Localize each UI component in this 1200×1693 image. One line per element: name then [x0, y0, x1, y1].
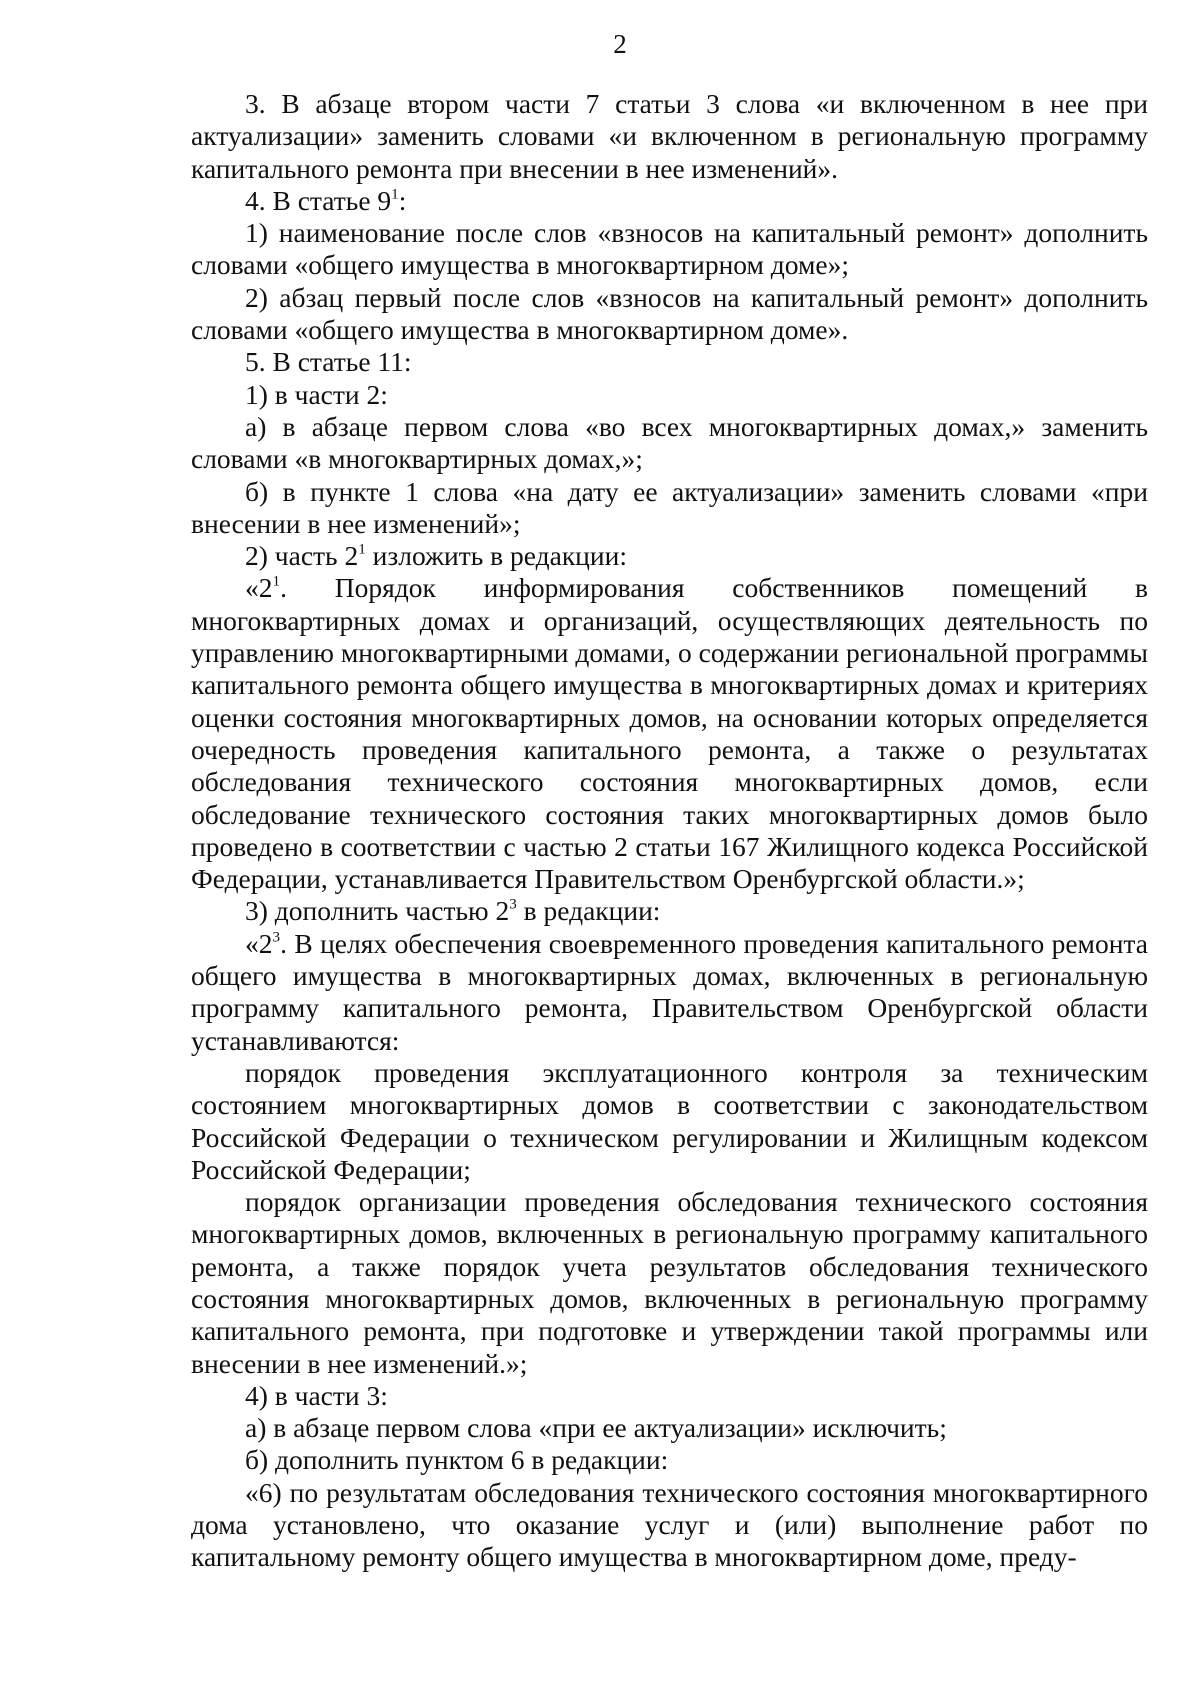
paragraph	[191, 1444, 1148, 1476]
paragraph-text-continuation: :	[398, 184, 407, 216]
paragraph-text: 4) в части 3:	[245, 1379, 388, 1411]
paragraph-text: 5. В статье 11:	[245, 346, 412, 378]
paragraph	[191, 1186, 1148, 1380]
paragraph	[191, 1057, 1148, 1186]
paragraph-text: порядок проведения эксплуатационного контроля за техническим состоянием многоквартирных домов в соответствии с законодательством Российской Федерации о техническом регулировании и Жилищным кодексом Российской Федерации;	[191, 1056, 1148, 1185]
paragraph	[191, 1477, 1148, 1574]
paragraph-text: а) в абзаце первом слова «при ее актуализации» исключить;	[245, 1412, 947, 1444]
paragraph	[191, 928, 1148, 1057]
paragraph	[191, 88, 1148, 185]
paragraph-text: «2	[245, 572, 273, 604]
superscript-index: 1	[358, 541, 366, 558]
superscript-index: 1	[272, 574, 281, 591]
paragraph-text-continuation: . Порядок информирования собственников помещений в многоквартирных домах и организаций, осуществляющих деятельность по управлению многоквартирными домами, о содержании региональной программы капитального ремонта общего имущества в многоквартирных домах и критериях оценки состояния многоквартирных домов, на основании которых определяется очередность проведения капитального ремонта, а также о результатах обследования технического состояния многоквартирных домов, если обследование технического состояния таких многоквартирных домов было проведено в соответствии с частью 2 статьи 167 Жилищного кодекса Российской Федерации, устанавливается Правительством Оренбургской области.»;	[191, 572, 1148, 895]
paragraph-text: б) в пункте 1 слова «на дату ее актуализации» заменить словами «при внесении в нее изменений»;	[191, 475, 1148, 539]
paragraph-text: 3) дополнить частью 2	[245, 895, 510, 927]
paragraph	[191, 540, 1148, 572]
superscript-index: 3	[509, 897, 517, 914]
paragraph-text: 1) наименование после слов «взносов на капитальный ремонт» дополнить словами «общего имущества в многоквартирном доме»;	[191, 217, 1148, 281]
paragraph-text: «2	[245, 927, 273, 959]
paragraph	[191, 1412, 1148, 1444]
superscript-index: 3	[272, 929, 281, 946]
paragraph-text: 1) в части 2:	[245, 378, 388, 410]
paragraph	[191, 572, 1148, 895]
paragraph	[191, 217, 1148, 282]
paragraph-text: 2) абзац первый после слов «взносов на капитальный ремонт» дополнить словами «общего имущества в многоквартирном доме».	[191, 281, 1148, 346]
paragraph-text: 2) часть 2	[245, 540, 359, 572]
paragraph	[191, 895, 1148, 927]
paragraph-text: «6) по результатам обследования технического состояния многоквартирного дома установлено, что оказание услуг и (или) выполнение работ по капитальному ремонту общего имущества в многоквартирном доме, преду-	[191, 1476, 1148, 1573]
paragraph-text-continuation: изложить в редакции:	[365, 540, 627, 572]
paragraph	[191, 1380, 1148, 1412]
paragraph	[191, 282, 1148, 347]
paragraph-text: а) в абзаце первом слова «во всех многоквартирных домах,» заменить словами «в многоквартирных домах,»;	[191, 410, 1148, 475]
paragraph-text: порядок организации проведения обследования технического состояния многоквартирных домов, включенных в региональную программу капитального ремонта, а также порядок учета результатов обследования технического состояния многоквартирных домов, включенных в региональную программу капитального ремонта, при подготовке и утверждении такой программы или внесении в нее изменений.»;	[191, 1186, 1148, 1379]
paragraph	[191, 379, 1148, 411]
document-body	[191, 88, 1148, 1574]
paragraph	[191, 185, 1148, 217]
page-number: 2	[613, 29, 627, 59]
paragraph	[191, 476, 1148, 541]
paragraph-text: 4. В статье 9	[245, 184, 392, 216]
superscript-index: 1	[391, 186, 399, 203]
paragraph	[191, 346, 1148, 378]
paragraph-text: 3. В абзаце втором части 7 статьи 3 слова «и включенном в нее при актуализации» заменить словами «и включенном в региональную программу капитального ремонта при внесении в нее изменений».	[191, 88, 1148, 184]
paragraph-text-continuation: в редакции:	[516, 895, 661, 927]
paragraph-text-continuation: . В целях обеспечения своевременного проведения капитального ремонта общего имущества в многоквартирных домах, включенных в региональную программу капитального ремонта, Правительством Оренбургской области устанавливаются:	[191, 927, 1148, 1056]
paragraph-text: б) дополнить пунктом 6 в редакции:	[245, 1444, 669, 1476]
paragraph	[191, 411, 1148, 476]
